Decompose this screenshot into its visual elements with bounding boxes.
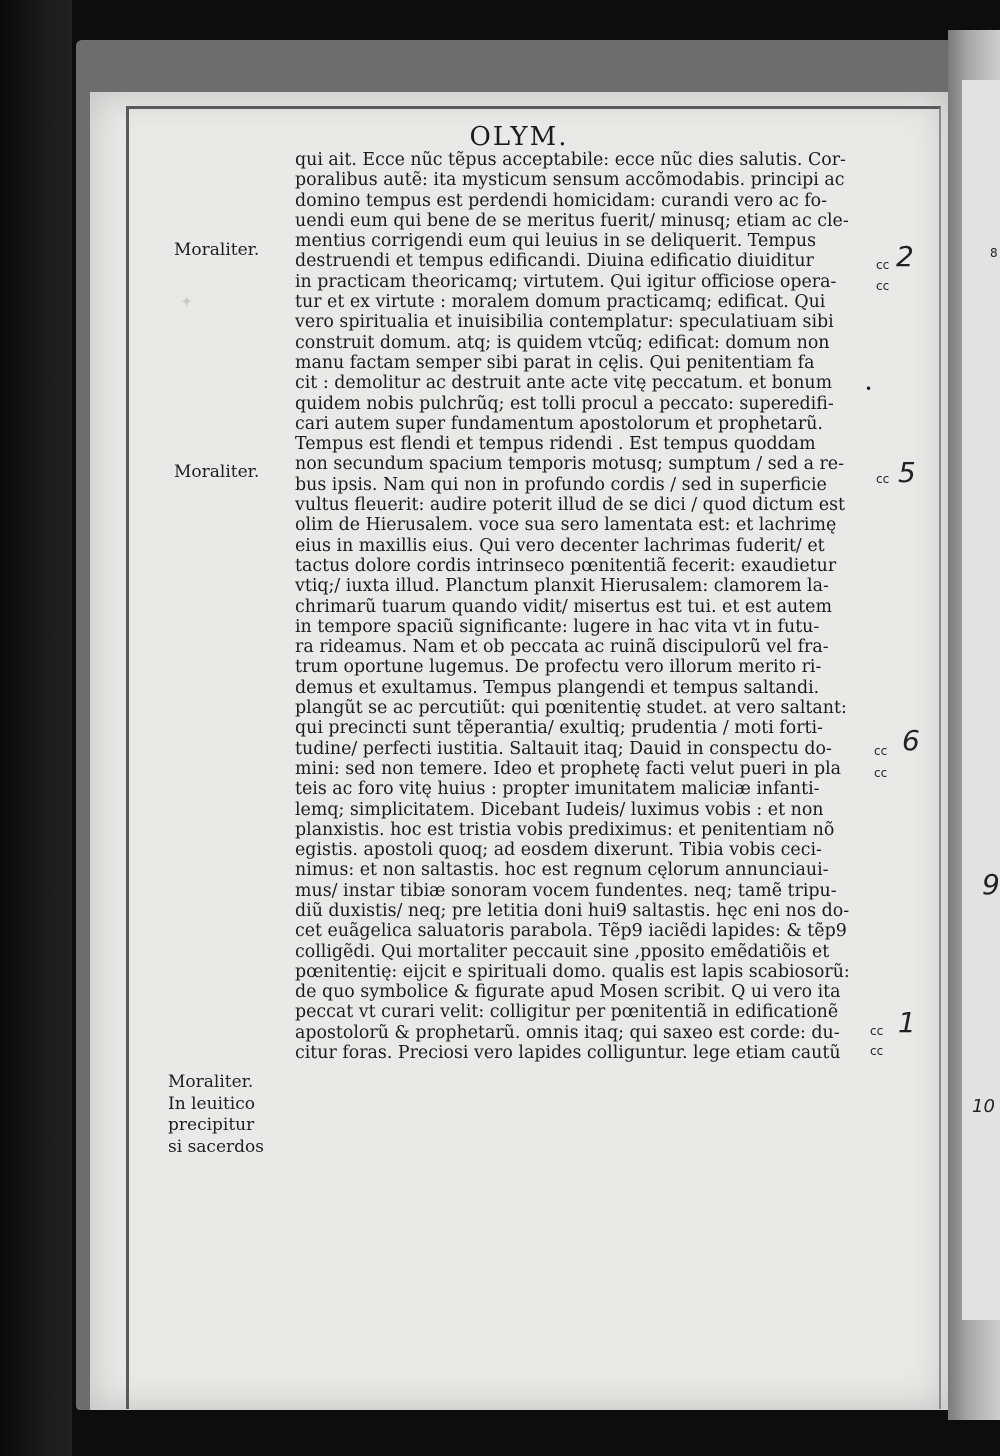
- text-line: quidem nobis pulchrũq; est tolli procul a peccato: superedifi-: [295, 393, 834, 414]
- text-line: diũ duxistis/ neq; pre letitia doni hui9 saltastis. hęc eni nos do-: [295, 900, 850, 921]
- text-line: vtiq;/ iuxta illud. Planctum planxit Hierusalem: clamorem la-: [295, 576, 829, 597]
- text-line: peccat vt curari velit: colligitur per pœnitentiã in edificationẽ: [295, 1002, 839, 1023]
- text-line: tudine/ perfecti iustitia. Saltauit itaq; Dauid in conspectu do-: [295, 738, 832, 759]
- text-line: in practicam theoricamq; virtutem. Qui igitur officiose opera-: [295, 271, 837, 292]
- text-line: in tempore spaciũ significante: lugere in hac vita vt in futu-: [295, 616, 820, 637]
- annotation-cc: cc: [874, 766, 888, 780]
- text-line: domino tempus est perdendi homicidam: curandi vero ac fo-: [295, 190, 828, 211]
- margin-note-line: precipitur: [168, 1115, 255, 1135]
- text-line: mentius corrigendi eum qui leuius in se deliquerit. Tempus: [295, 231, 817, 252]
- text-line: citur foras. Preciosi vero lapides colliguntur. lege etiam cautũ: [295, 1043, 841, 1064]
- margin-note-line: Moraliter.: [168, 1072, 254, 1092]
- margin-note-moraliter: Moraliter.: [174, 462, 260, 482]
- text-line: planxistis. hoc est tristia vobis prediximus: et penitentiam nõ: [295, 819, 835, 840]
- running-head: OLYM.: [469, 122, 569, 152]
- annotation-star: •: [865, 382, 873, 396]
- main-text: [295, 150, 875, 1063]
- text-line: construit domum. atq; is quidem vtcũq; edificat: domum non: [295, 332, 830, 353]
- book-spine: [0, 0, 72, 1456]
- text-line: teis ac foro vitę huius : propter imunitatem maliciæ infanti-: [295, 779, 820, 800]
- text-line: mini: sed non temere. Ideo et prophetę facti velut pueri in pla: [295, 758, 842, 779]
- text-line: olim de Hierusalem. voce sua sero lamentata est: et lachrimę: [295, 515, 837, 536]
- margin-note-leuitico: [168, 1072, 264, 1158]
- text-line: de quo symbolice & figurate apud Mosen scribit. Q ui vero ita: [295, 982, 841, 1003]
- text-line: nimus: et non saltastis. hoc est regnum cęlorum annunciaui-: [295, 860, 829, 881]
- text-line: plangũt se ac percutiũt: qui pœnitentię studet. at vero saltant:: [295, 698, 847, 719]
- text-line: pœnitentię: eijcit e spirituali domo. qualis est lapis scabiosorũ:: [295, 961, 850, 982]
- facing-page-number: 8: [990, 246, 998, 260]
- text-line: qui ait. Ecce nũc tẽpus acceptabile: ecce nũc dies salutis. Cor-: [295, 150, 846, 170]
- annotation-cc: cc: [876, 472, 890, 486]
- text-line: tactus dolore cordis intrinseco pœnitentiã fecerit: exaudietur: [295, 555, 837, 576]
- annotation-cc: cc: [870, 1024, 884, 1038]
- text-line: mus/ instar tibiæ sonoram vocem fundentes. neq; tamẽ tripu-: [295, 880, 837, 901]
- bleed-through: ✦: [180, 292, 194, 311]
- margin-note-line: In leuitico: [168, 1093, 255, 1114]
- text-line: cari autem super fundamentum apostolorum et prophetarũ.: [295, 413, 823, 434]
- text-line: destruendi et tempus edificandi. Diuina edificatio diuiditur: [295, 251, 814, 272]
- text-line: Tempus est flendi et tempus ridendi . Est tempus quoddam: [295, 434, 816, 455]
- annotation-cc: cc: [876, 258, 890, 272]
- text-line: egistis. apostoli quoq; ad eosdem dixerunt. Tibia vobis ceci-: [295, 840, 822, 861]
- text-line: trum oportune lugemus. De profectu vero illorum merito ri-: [295, 657, 822, 678]
- facing-page-strip: [962, 80, 1000, 1320]
- handwritten-numeral: 2: [896, 240, 914, 273]
- text-line: chrimarũ tuarum quando vidit/ misertus est tui. et est autem: [295, 596, 832, 617]
- text-line: qui precincti sunt tẽperantia/ exultiq; prudentia / moti forti-: [295, 718, 823, 739]
- text-line: ra rideamus. Nam et ob peccata ac ruinã discipulorũ vel fra-: [295, 637, 829, 658]
- handwritten-numeral: 5: [898, 456, 916, 489]
- text-line: tur et ex virtute : moralem domum practicamq; edificat. Qui: [295, 292, 826, 313]
- text-line: cit : demolitur ac destruit ante acte vitę peccatum. et bonum: [295, 373, 833, 394]
- text-line: apostolorũ & prophetarũ. omnis itaq; qui saxeo est corde: du-: [295, 1022, 840, 1043]
- text-line: manu factam semper sibi parat in cęlis. Qui penitentiam fa: [295, 352, 815, 373]
- text-line: bus ipsis. Nam qui non in profundo cordis / sed in superficie: [295, 474, 827, 495]
- text-line: eius in maxillis eius. Qui vero decenter lachrimas fuderit/ et: [295, 535, 825, 556]
- book-page: [90, 92, 948, 1410]
- annotation-cc: cc: [876, 279, 890, 293]
- annotation-cc: cc: [870, 1044, 884, 1058]
- margin-note-moraliter: Moraliter.: [174, 240, 260, 260]
- text-line: non secundum spacium temporis motusq; sumptum / sed a re-: [295, 454, 844, 475]
- text-line: poralibus autẽ: ita mysticum sensum accõmodabis. principi ac: [295, 170, 845, 191]
- text-line: vero spiritualia et inuisibilia contemplatur: speculatiuam sibi: [295, 312, 834, 333]
- annotation-cc: cc: [874, 744, 888, 758]
- margin-note-line: si sacerdos: [168, 1136, 264, 1157]
- text-line: uendi eum qui bene de se meritus fuerit/ minusq; etiam ac cle-: [295, 210, 849, 231]
- text-line: cet euãgelica saluatoris parabola. Tẽp9 iaciẽdi lapides: & tẽp9: [295, 921, 847, 942]
- text-line: demus et exultamus. Tempus plangendi et tempus saltandi.: [295, 677, 820, 698]
- text-line: colligẽdi. Qui mortaliter peccauit sine ,pposito emẽdatiõis et: [295, 941, 830, 962]
- text-line: lemq; simplicitatem. Dicebant Iudeis/ luximus vobis : et non: [295, 799, 824, 820]
- handwritten-numeral: 6: [902, 724, 920, 757]
- handwritten-numeral: 10: [972, 1096, 995, 1117]
- handwritten-numeral: 1: [898, 1006, 916, 1039]
- handwritten-numeral: 9: [982, 868, 1000, 901]
- text-line: vultus fleuerit: audire poterit illud de se dici / quod dictum est: [295, 495, 845, 516]
